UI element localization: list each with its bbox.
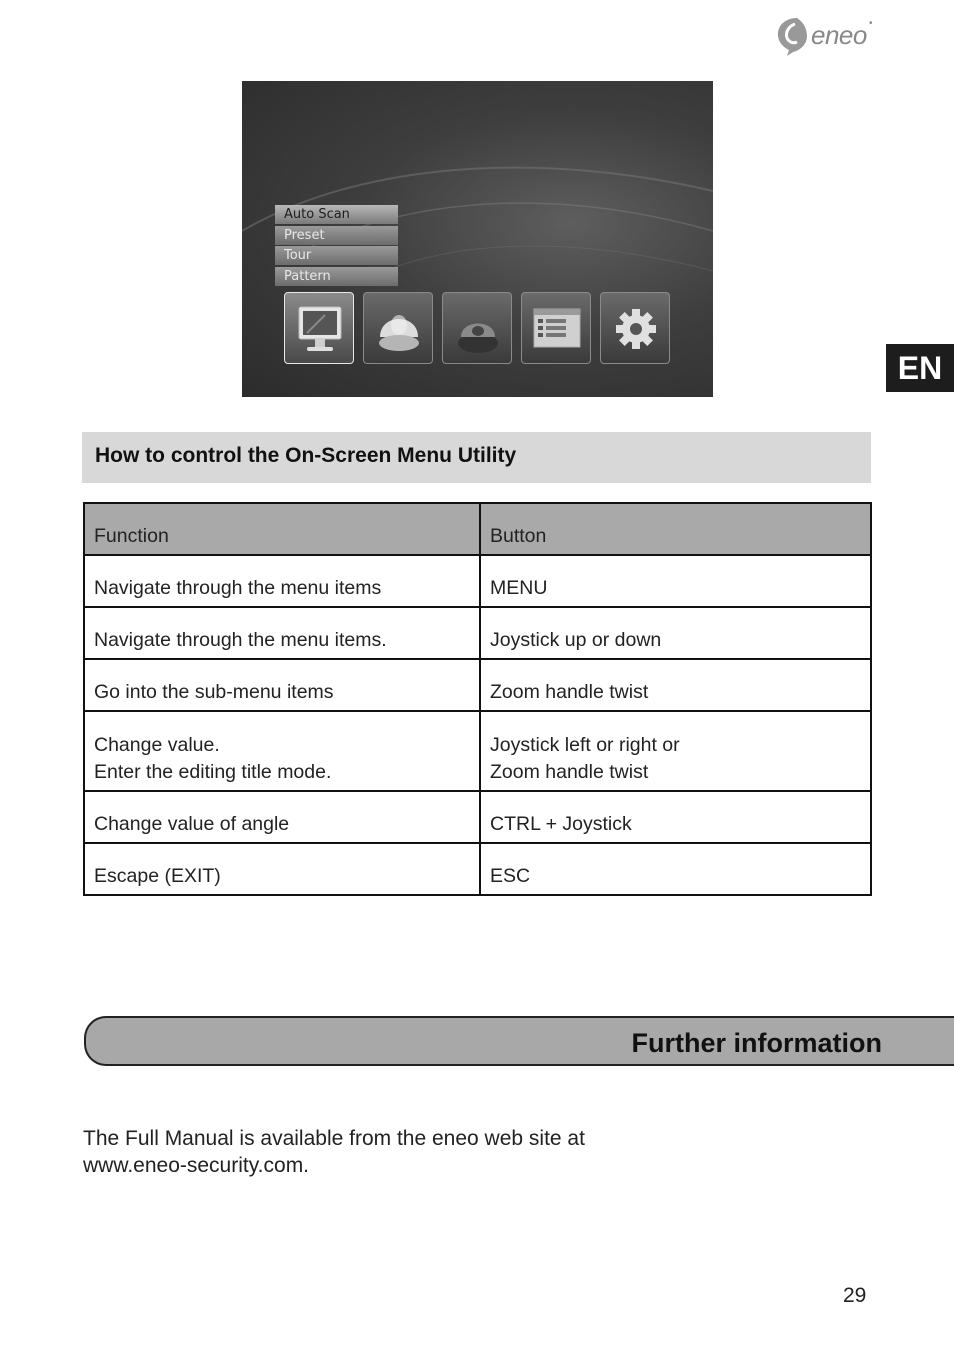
function-cell (84, 711, 480, 791)
table-row (84, 791, 871, 843)
table-row (84, 607, 871, 659)
function-cell: Escape (EXIT) (84, 843, 480, 895)
button-line: Zoom handle twist (490, 761, 649, 783)
dome-camera-icon (443, 293, 513, 365)
speed-dome-icon (364, 293, 434, 365)
osd-tile-settings[interactable] (600, 292, 670, 364)
osd-tile-speed-dome[interactable] (363, 292, 433, 364)
osd-menu-list (275, 205, 398, 287)
body-line: The Full Manual is available from the eneo web site at (83, 1127, 585, 1150)
function-cell: Navigate through the menu items (84, 555, 480, 607)
control-section-header (82, 432, 871, 483)
osd-tile-menu-list[interactable] (521, 292, 591, 364)
column-header-button: Button (480, 503, 871, 555)
function-cell: Change value of angle (84, 791, 480, 843)
menu-list-icon (522, 293, 592, 365)
button-cell (480, 711, 871, 791)
monitor-icon (285, 293, 355, 365)
button-cell: MENU (480, 555, 871, 607)
further-info-header (84, 1016, 954, 1066)
table-row (84, 711, 871, 791)
control-table (83, 502, 872, 896)
table-row (84, 843, 871, 895)
language-tab: EN (886, 344, 954, 392)
function-cell: Go into the sub-menu items (84, 659, 480, 711)
table-row (84, 555, 871, 607)
button-cell: CTRL + Joystick (480, 791, 871, 843)
function-line: Change value. (94, 734, 220, 756)
logo-wordmark: eneo (811, 20, 867, 50)
function-cell: Navigate through the menu items. (84, 607, 480, 659)
table-header-row (84, 503, 871, 555)
section-title: How to control the On-Screen Menu Utility (95, 444, 517, 467)
button-cell: Joystick up or down (480, 607, 871, 659)
website-link[interactable]: www.eneo-security.com. (83, 1154, 310, 1177)
table-row (84, 659, 871, 711)
logo-registered-mark: • (869, 18, 873, 29)
osd-screenshot (242, 81, 713, 397)
further-info-body (83, 1125, 703, 1179)
osd-tile-monitor[interactable] (284, 292, 354, 364)
osd-menu-item[interactable]: Auto Scan (275, 205, 398, 224)
osd-menu-item[interactable]: Tour (275, 246, 398, 265)
further-info-title: Further information (631, 1028, 882, 1058)
page-number: 29 (843, 1284, 867, 1307)
osd-menu-item[interactable]: Preset (275, 226, 398, 245)
button-line: Joystick left or right or (490, 734, 680, 756)
osd-menu-item[interactable]: Pattern (275, 267, 398, 286)
button-cell: Zoom handle twist (480, 659, 871, 711)
column-header-function: Function (84, 503, 480, 555)
eneo-swirl-icon (775, 16, 811, 58)
osd-tile-dome-camera[interactable] (442, 292, 512, 364)
button-cell: ESC (480, 843, 871, 895)
function-line: Enter the editing title mode. (94, 761, 332, 783)
eneo-logo (775, 16, 875, 58)
gear-icon (601, 293, 671, 365)
